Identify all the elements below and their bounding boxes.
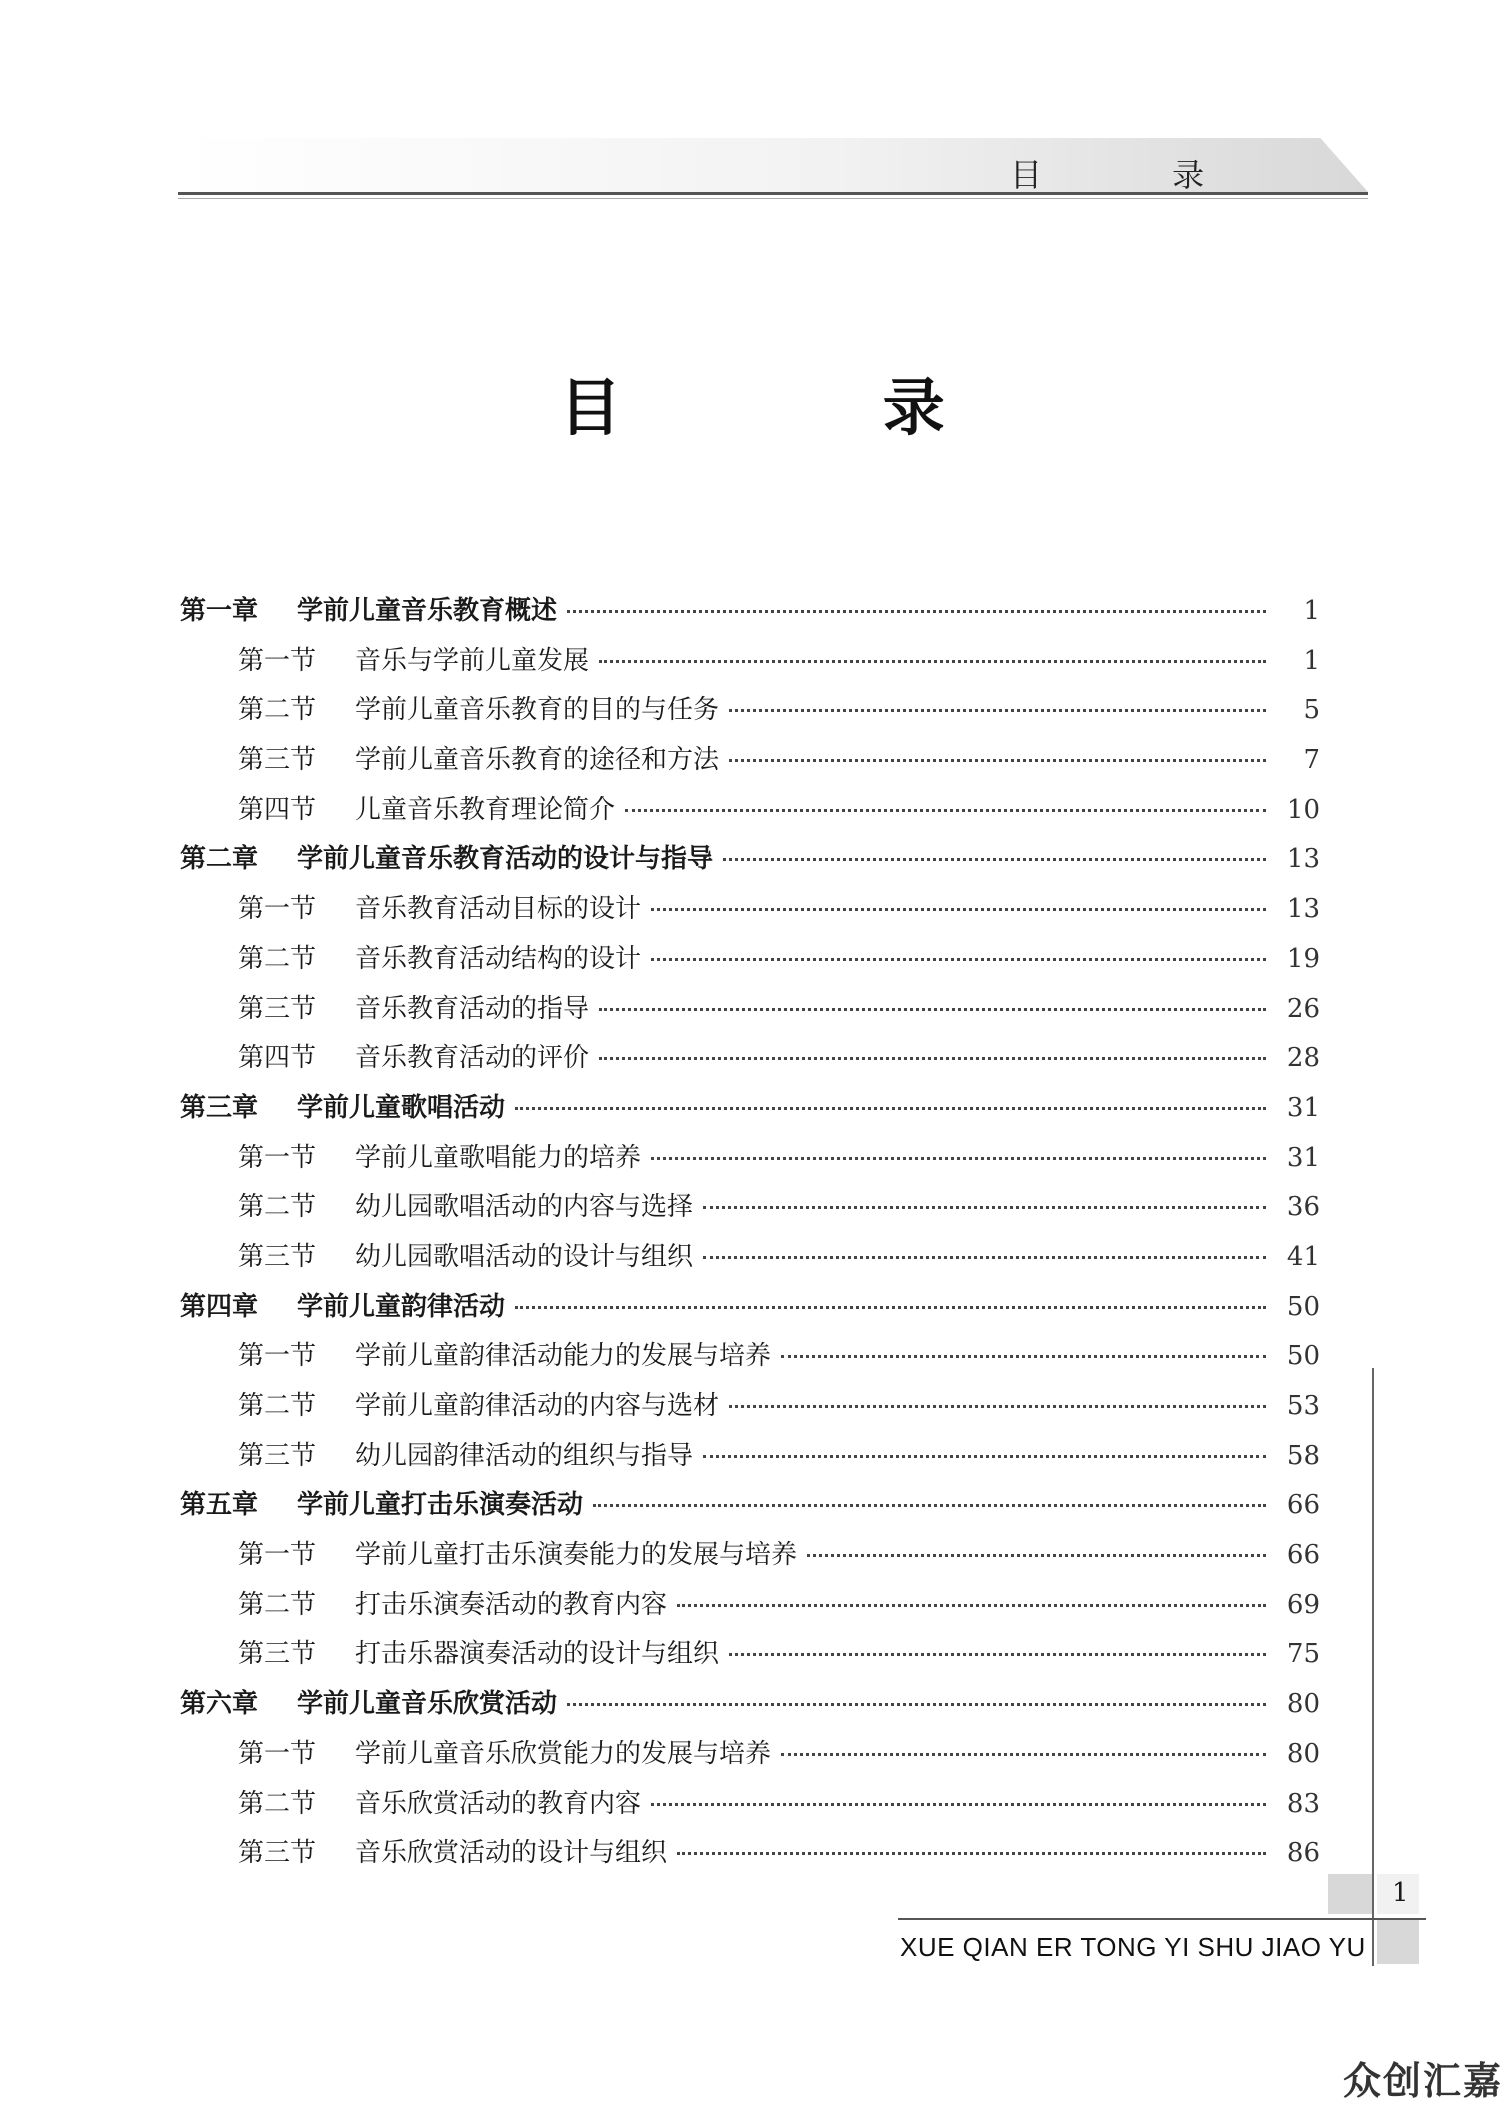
dot-leader (781, 1753, 1266, 1756)
dot-leader (729, 709, 1266, 712)
footer-series-text: XUE QIAN ER TONG YI SHU JIAO YU (900, 1932, 1366, 1962)
toc-section-row[interactable] (180, 1584, 1320, 1634)
toc-entry-page: 58 (1286, 1440, 1320, 1471)
toc-entry-title: 打击乐演奏活动的教育内容 (355, 1589, 668, 1620)
toc-entry-label: 第三节 (238, 1440, 317, 1471)
toc-entry-label: 第三节 (238, 993, 317, 1024)
dot-leader (807, 1554, 1266, 1557)
toc-entry-title: 学前儿童音乐教育的途径和方法 (355, 745, 720, 776)
toc-section-row[interactable] (180, 1137, 1320, 1187)
toc-entry-page: 50 (1286, 1341, 1320, 1372)
toc-chapter-row[interactable] (180, 590, 1320, 640)
toc-entry-page: 53 (1286, 1391, 1320, 1421)
toc-entry-page: 66 (1286, 1490, 1320, 1521)
toc-entry-page: 1 (1303, 645, 1320, 676)
dot-leader (677, 1604, 1266, 1607)
toc-entry-title: 音乐教育活动的指导 (355, 993, 590, 1024)
dot-leader (567, 610, 1266, 613)
toc-entry-title: 音乐教育活动结构的设计 (355, 943, 642, 974)
footer-gray-block (1328, 1874, 1372, 1914)
toc-entry-label: 第三节 (238, 1241, 317, 1272)
toc-entry-label: 第三章 (180, 1092, 259, 1123)
dot-leader (729, 759, 1266, 762)
toc-entry-page: 80 (1286, 1689, 1320, 1720)
dot-leader (515, 1107, 1266, 1110)
toc-entry-title: 学前儿童歌唱活动 (297, 1092, 506, 1123)
toc-entry-page: 69 (1286, 1589, 1320, 1620)
toc-entry-page: 26 (1286, 993, 1320, 1024)
dot-leader (651, 958, 1266, 961)
page-number: 1 (1392, 1878, 1409, 1908)
toc-section-row[interactable] (180, 640, 1320, 690)
toc-entry-label: 第二章 (180, 844, 259, 875)
toc-entry-page: 36 (1286, 1192, 1320, 1223)
toc-entry-page: 10 (1286, 794, 1320, 825)
toc-entry-page: 13 (1286, 844, 1320, 875)
toc-entry-page: 31 (1286, 1142, 1320, 1173)
toc-entry-title: 学前儿童音乐欣赏活动 (297, 1689, 558, 1720)
toc-entry-label: 第一章 (180, 596, 259, 626)
toc-entry-label: 第四节 (238, 794, 317, 825)
toc-section-row[interactable] (180, 1385, 1320, 1435)
toc-chapter-row[interactable] (180, 1087, 1320, 1137)
toc-entry-title: 学前儿童韵律活动能力的发展与培养 (355, 1341, 772, 1372)
toc-entry-page: 83 (1286, 1788, 1320, 1819)
toc-section-row[interactable] (180, 1186, 1320, 1236)
dot-leader (515, 1306, 1266, 1309)
toc-section-row[interactable] (180, 1335, 1320, 1385)
toc-entry-page: 75 (1286, 1639, 1320, 1670)
dot-leader (703, 1206, 1266, 1209)
dot-leader (651, 1803, 1266, 1806)
toc-entry-label: 第一节 (238, 1341, 317, 1372)
toc-entry-title: 音乐欣赏活动的设计与组织 (355, 1838, 668, 1869)
toc-entry-label: 第二节 (238, 1788, 317, 1819)
toc-section-row[interactable] (180, 1832, 1320, 1882)
toc-entry-title: 学前儿童打击乐演奏能力的发展与培养 (355, 1540, 798, 1571)
toc-entry-label: 第三节 (238, 745, 317, 776)
dot-leader (651, 908, 1266, 911)
toc-section-row[interactable] (180, 789, 1320, 839)
footer-rule (898, 1918, 1426, 1920)
toc-entry-title: 学前儿童打击乐演奏活动 (297, 1490, 584, 1521)
toc-entry-title: 学前儿童韵律活动的内容与选材 (355, 1391, 720, 1421)
dot-leader (723, 858, 1266, 861)
dot-leader (599, 660, 1266, 663)
toc-entry-title: 音乐欣赏活动的教育内容 (355, 1788, 642, 1819)
toc-section-row[interactable] (180, 689, 1320, 739)
watermark-logo: 众创汇嘉 (1343, 2059, 1504, 2103)
toc-entry-page: 80 (1286, 1738, 1320, 1769)
toc-section-row[interactable] (180, 888, 1320, 938)
footer-vertical-rule (1372, 1368, 1374, 1966)
toc-entry-label: 第三节 (238, 1838, 317, 1869)
header-rule-thin (178, 198, 1368, 199)
toc-entry-page: 41 (1286, 1241, 1320, 1272)
dot-leader (593, 1504, 1266, 1507)
toc-entry-label: 第二节 (238, 1192, 317, 1223)
table-of-contents (180, 590, 1320, 1882)
footer-gray-block-lower (1377, 1920, 1419, 1964)
toc-entry-page: 28 (1286, 1043, 1320, 1074)
toc-entry-title: 儿童音乐教育理论简介 (355, 794, 616, 825)
toc-entry-page: 13 (1286, 894, 1320, 925)
toc-chapter-row[interactable] (180, 1683, 1320, 1733)
toc-entry-label: 第二节 (238, 1391, 317, 1421)
dot-leader (625, 809, 1266, 812)
toc-entry-title: 打击乐器演奏活动的设计与组织 (355, 1639, 720, 1670)
toc-entry-label: 第二节 (238, 1589, 317, 1620)
dot-leader (567, 1703, 1266, 1706)
toc-entry-label: 第一节 (238, 645, 317, 676)
toc-entry-label: 第一节 (238, 1738, 317, 1769)
dot-leader (703, 1455, 1266, 1458)
page-title: 目 录 (559, 371, 1065, 444)
toc-entry-page: 19 (1286, 943, 1320, 974)
toc-entry-page: 7 (1303, 745, 1320, 776)
toc-section-row[interactable] (180, 938, 1320, 988)
toc-entry-title: 学前儿童音乐教育活动的设计与指导 (297, 844, 714, 875)
toc-section-row[interactable] (180, 1236, 1320, 1286)
toc-entry-label: 第三节 (238, 1639, 317, 1670)
toc-entry-title: 幼儿园歌唱活动的设计与组织 (355, 1241, 694, 1272)
toc-chapter-row[interactable] (180, 1286, 1320, 1336)
toc-entry-label: 第四节 (238, 1043, 317, 1074)
dot-leader (651, 1157, 1266, 1160)
toc-section-row[interactable] (180, 1783, 1320, 1833)
toc-section-row[interactable] (180, 1435, 1320, 1485)
toc-entry-label: 第二节 (238, 695, 317, 726)
toc-section-row[interactable] (180, 739, 1320, 789)
toc-entry-title: 幼儿园歌唱活动的内容与选择 (355, 1192, 694, 1223)
toc-chapter-row[interactable] (180, 1484, 1320, 1534)
toc-entry-title: 幼儿园韵律活动的组织与指导 (355, 1440, 694, 1471)
toc-entry-title: 音乐教育活动的评价 (355, 1043, 590, 1074)
toc-entry-title: 音乐教育活动目标的设计 (355, 894, 642, 925)
toc-entry-page: 66 (1286, 1540, 1320, 1571)
running-header-title: 目 录 (1010, 156, 1265, 194)
toc-entry-title: 学前儿童音乐教育的目的与任务 (355, 695, 720, 726)
toc-entry-label: 第六章 (180, 1689, 259, 1720)
toc-entry-page: 1 (1303, 596, 1320, 626)
toc-entry-page: 31 (1286, 1092, 1320, 1123)
toc-entry-title: 学前儿童音乐欣赏能力的发展与培养 (355, 1738, 772, 1769)
toc-entry-page: 50 (1286, 1291, 1320, 1322)
dot-leader (677, 1852, 1266, 1855)
toc-entry-label: 第四章 (180, 1291, 259, 1322)
dot-leader (781, 1355, 1266, 1358)
toc-entry-title: 学前儿童韵律活动 (297, 1291, 506, 1322)
dot-leader (703, 1256, 1266, 1259)
toc-chapter-row[interactable] (180, 838, 1320, 888)
toc-entry-label: 第二节 (238, 943, 317, 974)
toc-entry-title: 学前儿童歌唱能力的培养 (355, 1142, 642, 1173)
toc-section-row[interactable] (180, 1037, 1320, 1087)
toc-entry-page: 5 (1303, 695, 1320, 726)
toc-section-row[interactable] (180, 1534, 1320, 1584)
dot-leader (729, 1405, 1266, 1408)
toc-section-row[interactable] (180, 1733, 1320, 1783)
toc-section-row[interactable] (180, 1633, 1320, 1683)
dot-leader (599, 1057, 1266, 1060)
dot-leader (599, 1008, 1266, 1011)
toc-entry-label: 第一节 (238, 894, 317, 925)
toc-entry-title: 音乐与学前儿童发展 (355, 645, 590, 676)
toc-entry-label: 第一节 (238, 1540, 317, 1571)
toc-entry-page: 86 (1286, 1838, 1320, 1869)
toc-entry-label: 第一节 (238, 1142, 317, 1173)
dot-leader (729, 1653, 1266, 1656)
toc-entry-title: 学前儿童音乐教育概述 (297, 596, 558, 626)
toc-entry-label: 第五章 (180, 1490, 259, 1521)
toc-section-row[interactable] (180, 988, 1320, 1038)
